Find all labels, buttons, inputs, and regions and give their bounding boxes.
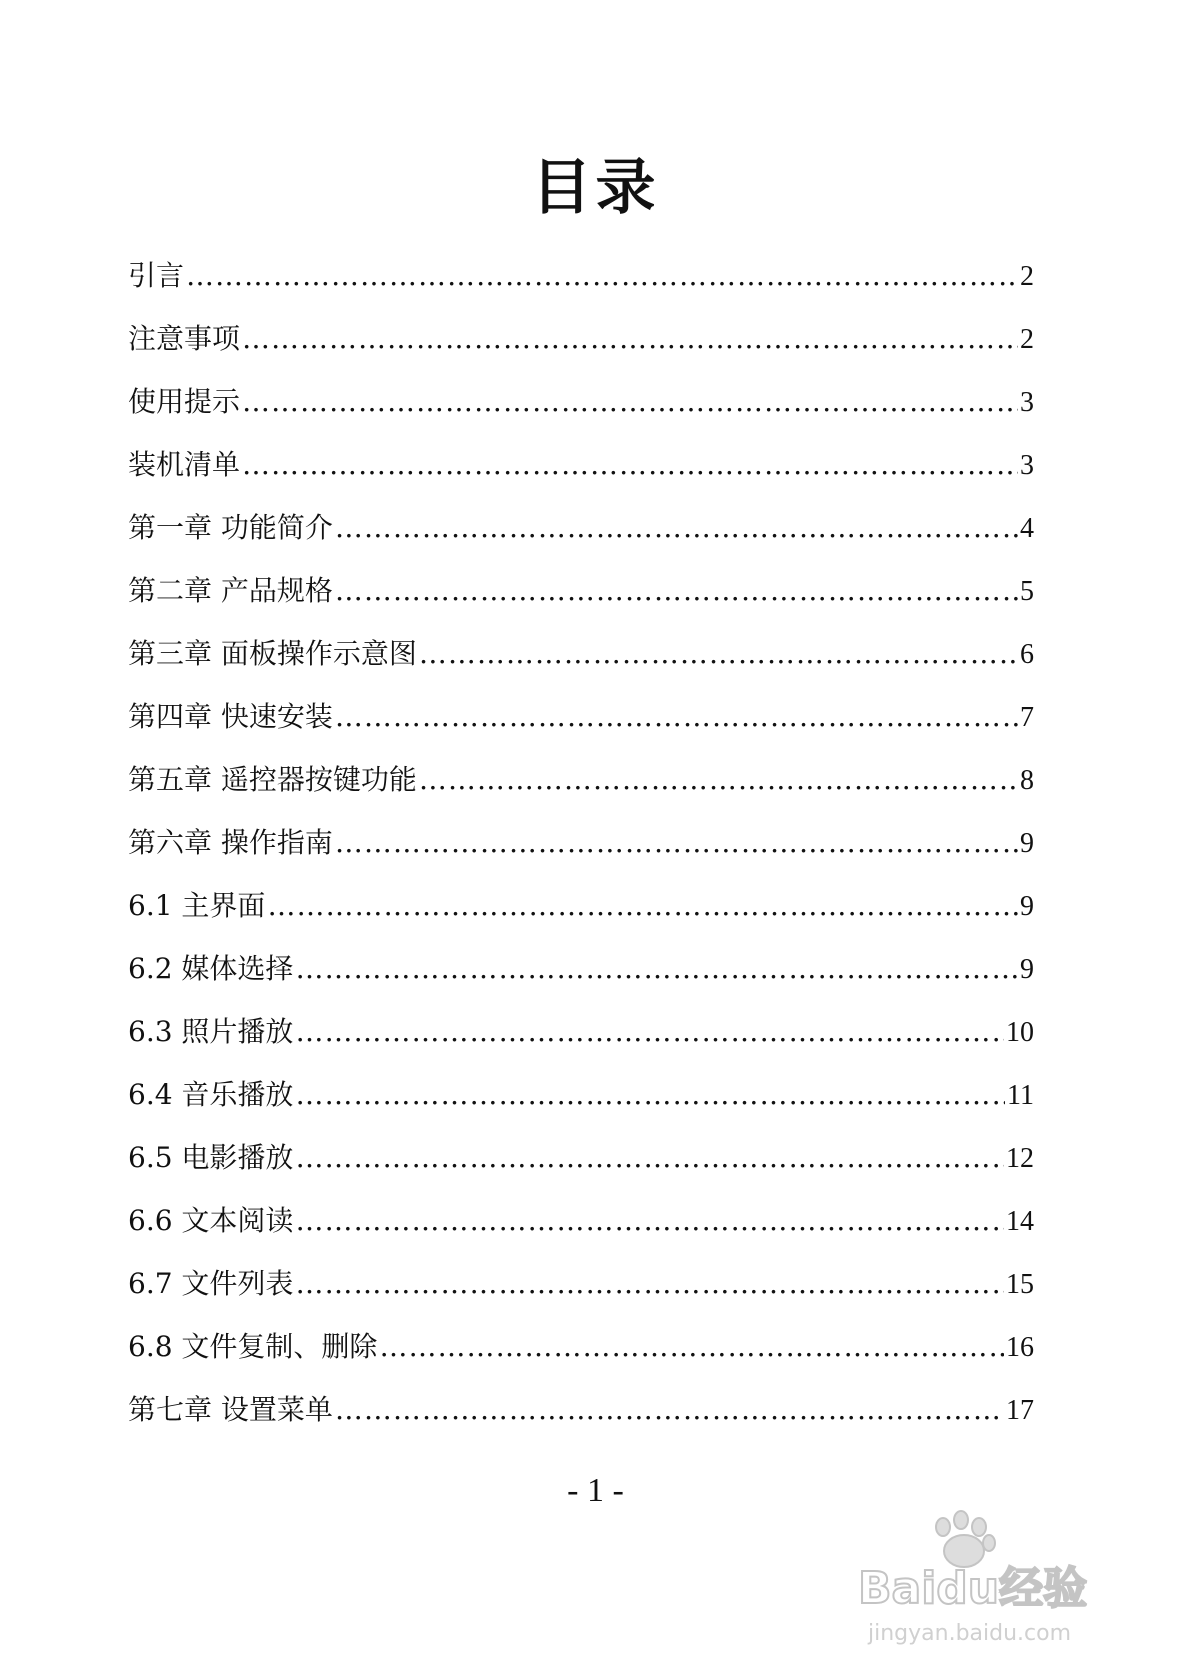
toc-leader-dots [242, 319, 1018, 359]
toc-entry-page: 10 [1006, 1017, 1034, 1048]
toc-entry-label: 使用提示 [128, 385, 241, 418]
toc-entry[interactable] [128, 1138, 1034, 1201]
page-number: - 1 - [567, 1472, 624, 1509]
toc-entry-label: 装机清单 [128, 448, 241, 481]
page-title: 目录 [531, 153, 660, 223]
toc-leader-dots [419, 760, 1018, 800]
paw-icon [936, 1511, 995, 1567]
toc-leader-dots [186, 256, 1018, 296]
toc-leader-dots [267, 886, 1018, 926]
toc-entry[interactable] [128, 382, 1034, 445]
toc-entry[interactable] [128, 508, 1034, 571]
toc-leader-dots [335, 571, 1018, 611]
toc-entry-page: 3 [1020, 387, 1034, 418]
toc-entry-label: 注意事项 [128, 322, 241, 355]
toc-entry-page: 2 [1020, 324, 1034, 355]
toc-entry[interactable] [128, 949, 1034, 1012]
toc-leader-dots [379, 1327, 1004, 1367]
toc-entry[interactable] [128, 1390, 1034, 1453]
toc-entry[interactable] [128, 697, 1034, 760]
toc-entry-label: 第七章 设置菜单 [128, 1393, 333, 1426]
toc-leader-dots [335, 508, 1018, 548]
toc-entry-label: 6.4 音乐播放 [128, 1078, 294, 1111]
toc-entry-page: 8 [1020, 765, 1034, 796]
toc-entry-label: 第三章 面板操作示意图 [128, 637, 417, 670]
toc-leader-dots [295, 1012, 1004, 1052]
toc-entry-label: 引言 [128, 259, 185, 292]
toc-entry[interactable] [128, 571, 1034, 634]
toc-entry-label: 6.7 文件列表 [128, 1267, 294, 1300]
toc-leader-dots [295, 1075, 1005, 1115]
toc-leader-dots [335, 1390, 1004, 1430]
toc-entry-page: 17 [1006, 1395, 1034, 1426]
toc-entry-label: 6.5 电影播放 [128, 1141, 294, 1174]
toc-leader-dots [335, 697, 1018, 737]
toc-entry-page: 6 [1020, 639, 1034, 670]
toc-entry[interactable] [128, 1012, 1034, 1075]
toc-leader-dots [295, 949, 1018, 989]
toc-entry-label: 第一章 功能简介 [128, 511, 333, 544]
toc-entry-label: 第四章 快速安装 [128, 700, 333, 733]
toc-entry[interactable] [128, 319, 1034, 382]
toc-entry-page: 16 [1006, 1332, 1034, 1363]
toc-leader-dots [295, 1201, 1004, 1241]
toc-entry-page: 14 [1006, 1206, 1034, 1237]
toc-leader-dots [242, 445, 1018, 485]
toc-entry[interactable] [128, 760, 1034, 823]
toc-entry-label: 6.6 文本阅读 [128, 1204, 294, 1237]
toc-entry[interactable] [128, 823, 1034, 886]
toc-entry[interactable] [128, 1075, 1034, 1138]
toc-entry-page: 9 [1020, 828, 1034, 859]
toc-entry-page: 11 [1007, 1080, 1034, 1111]
table-of-contents [128, 256, 1034, 1453]
toc-entry-page: 9 [1020, 891, 1034, 922]
toc-leader-dots [295, 1138, 1004, 1178]
toc-entry-page: 4 [1020, 513, 1034, 544]
toc-entry[interactable] [128, 1264, 1034, 1327]
toc-leader-dots [295, 1264, 1004, 1304]
toc-entry-page: 3 [1020, 450, 1034, 481]
toc-entry-page: 5 [1020, 576, 1034, 607]
watermark-logo-text: Baidu经验 [858, 1563, 1088, 1614]
toc-entry-label: 6.1 主界面 [128, 889, 266, 922]
toc-leader-dots [335, 823, 1018, 863]
watermark-url-text: jingyan.baidu.com [868, 1621, 1072, 1646]
toc-entry[interactable] [128, 445, 1034, 508]
toc-entry-label: 6.8 文件复制、删除 [128, 1330, 378, 1363]
toc-entry[interactable] [128, 634, 1034, 697]
toc-leader-dots [419, 634, 1018, 674]
toc-entry[interactable] [128, 256, 1034, 319]
toc-entry-page: 2 [1020, 261, 1034, 292]
toc-entry[interactable] [128, 1327, 1034, 1390]
toc-entry-page: 15 [1006, 1269, 1034, 1300]
toc-entry-label: 第六章 操作指南 [128, 826, 333, 859]
toc-entry-label: 6.2 媒体选择 [128, 952, 294, 985]
toc-entry-page: 7 [1020, 702, 1034, 733]
toc-entry-label: 6.3 照片播放 [128, 1015, 294, 1048]
baidu-jingyan-watermark [848, 1505, 1148, 1655]
toc-entry-label: 第二章 产品规格 [128, 574, 333, 607]
toc-entry[interactable] [128, 886, 1034, 949]
toc-entry-label: 第五章 遥控器按键功能 [128, 763, 417, 796]
toc-entry[interactable] [128, 1201, 1034, 1264]
toc-entry-page: 9 [1020, 954, 1034, 985]
toc-entry-page: 12 [1006, 1143, 1034, 1174]
toc-leader-dots [242, 382, 1018, 422]
